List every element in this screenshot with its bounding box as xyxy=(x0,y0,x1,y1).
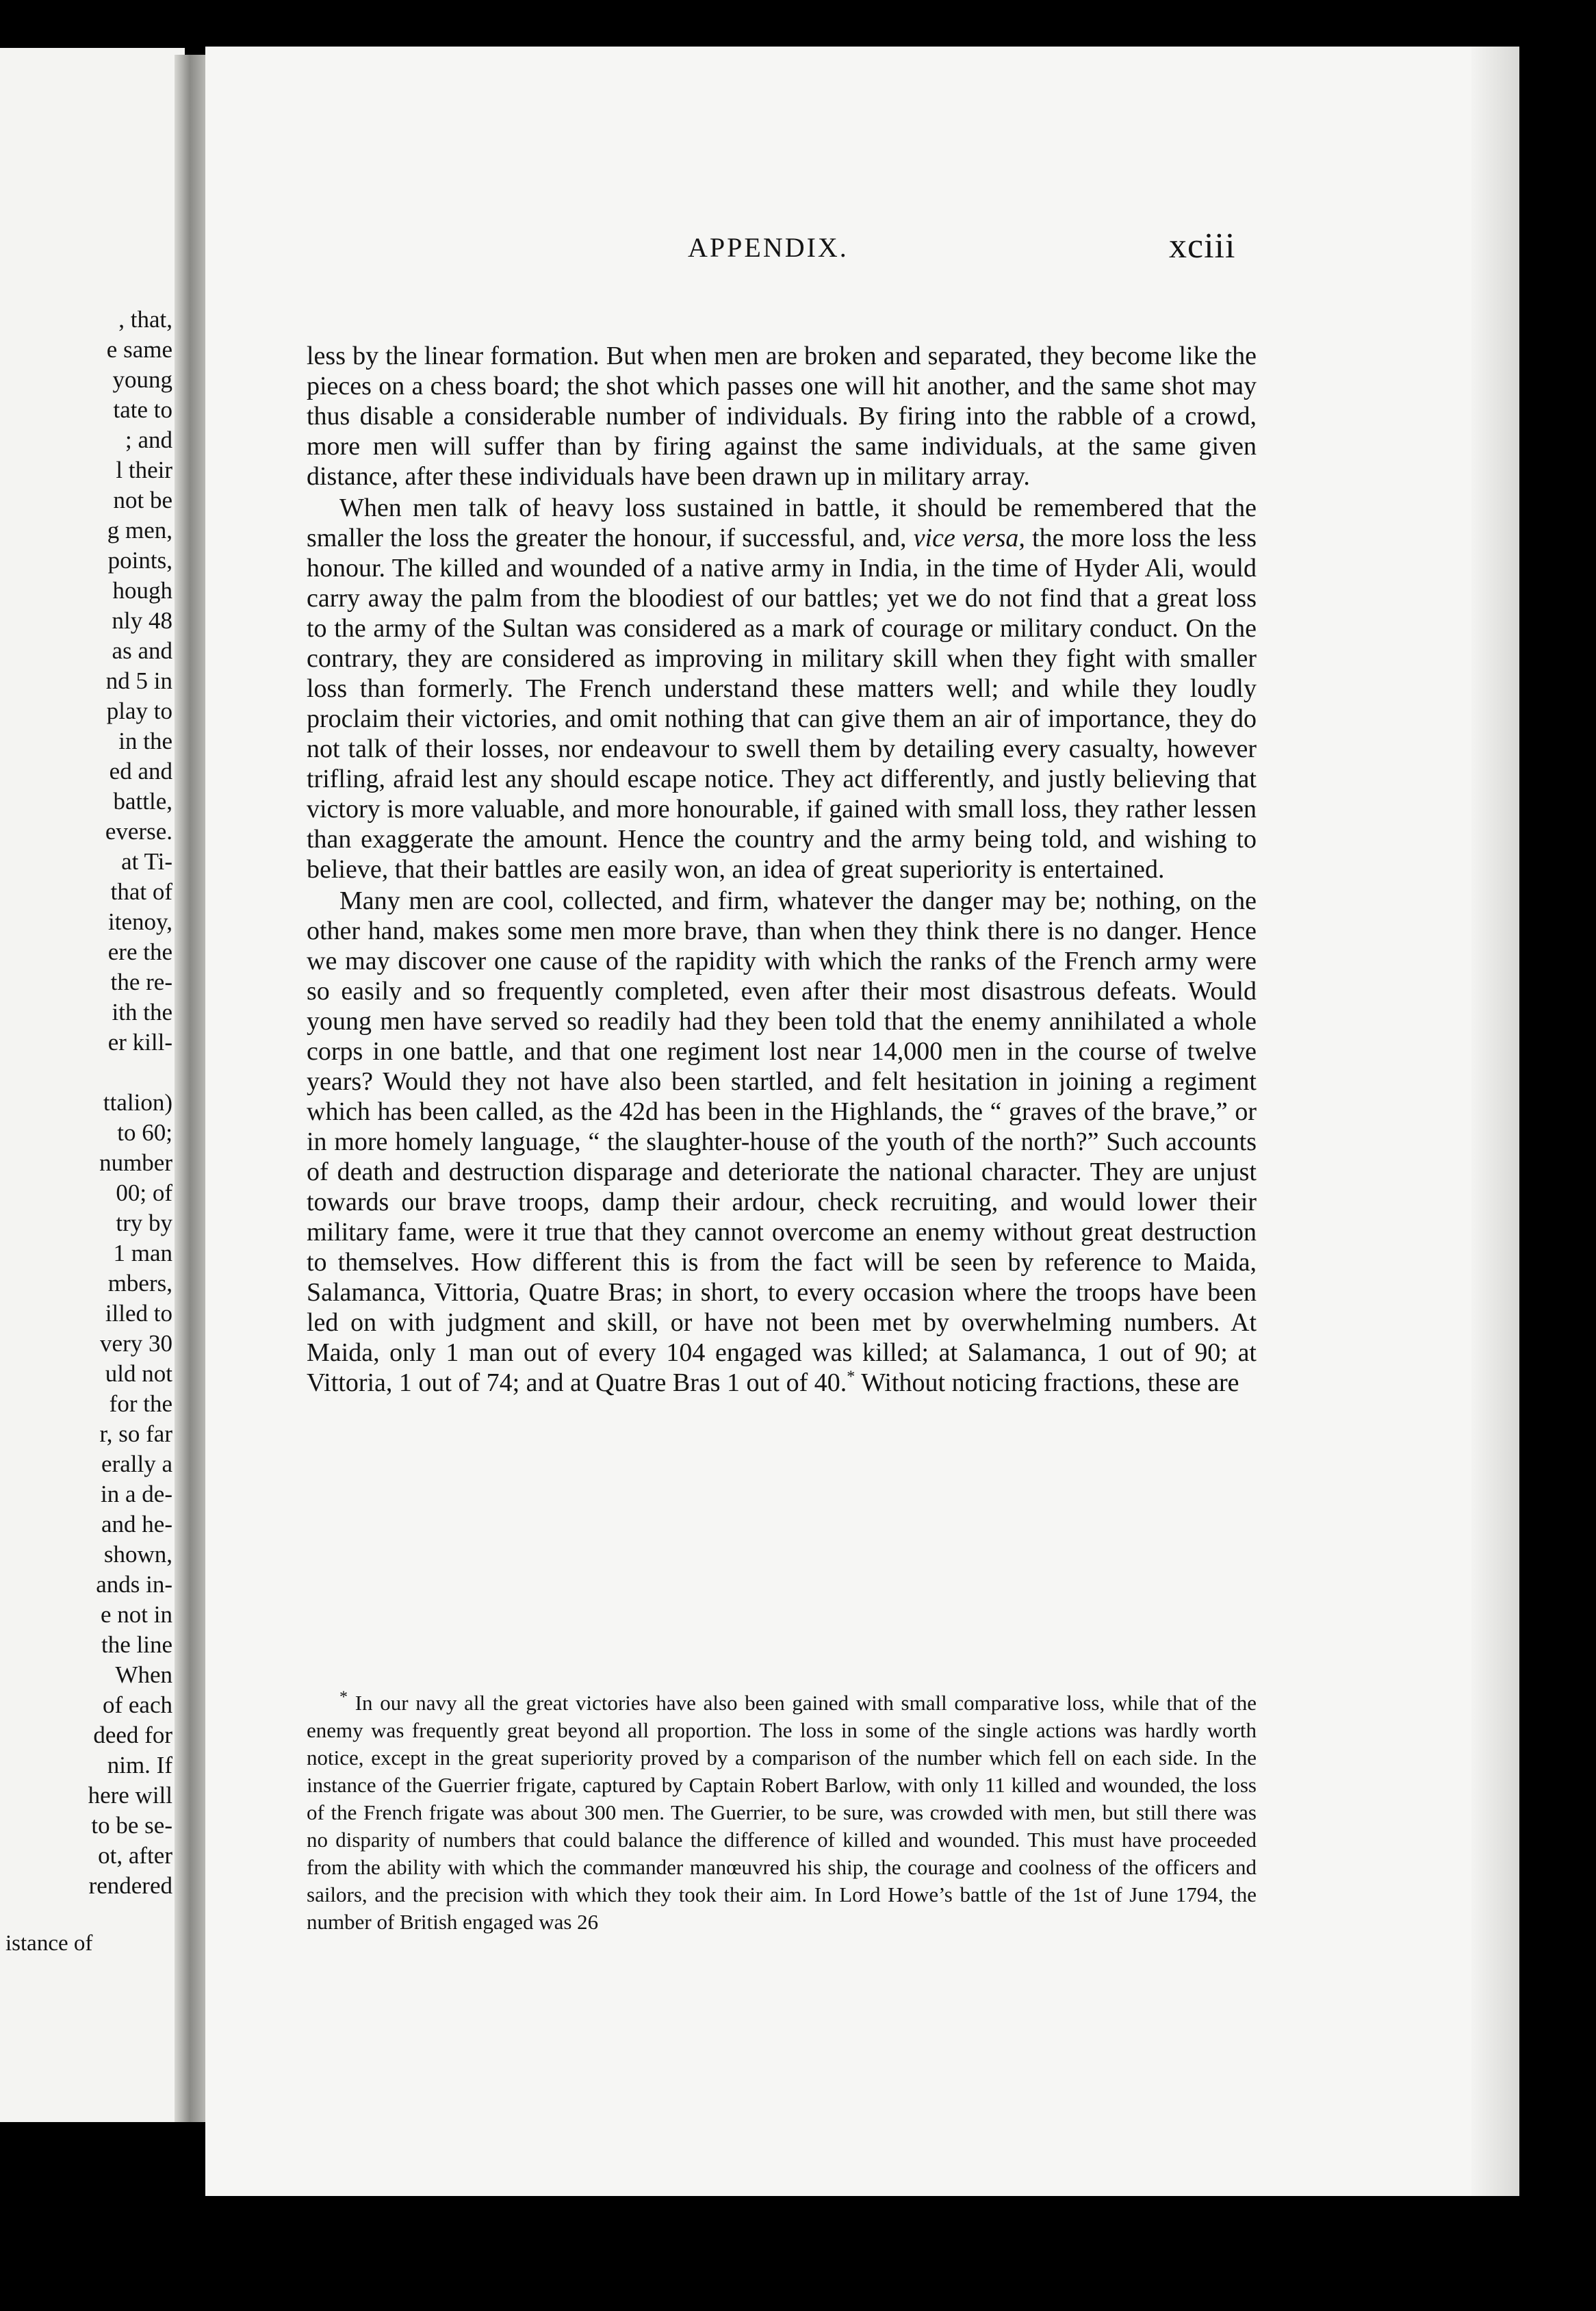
left-page-line: rendered xyxy=(88,1872,172,1899)
left-page-fragment xyxy=(0,48,185,2122)
left-page-line: play to xyxy=(106,698,172,724)
footnote-mark: * xyxy=(339,1688,348,1707)
running-title: APPENDIX. xyxy=(688,232,849,263)
left-page-line: itenoy, xyxy=(108,908,172,935)
left-page-line: to be se- xyxy=(91,1812,172,1839)
left-page-line: nim. If xyxy=(107,1752,172,1778)
left-page-line: for the xyxy=(109,1390,172,1417)
left-page-line: of each xyxy=(102,1691,172,1718)
left-page-line: number xyxy=(99,1149,172,1176)
left-page-line: the re- xyxy=(110,969,172,995)
footnote-text: In our navy all the great victories have also been gained with small comparative loss, while that of the enemy was frequently great beyond all proportion. The loss in some of the single actions was hardly worth notice, except in the great superiority proved by a comparison of the number which fell on each side. In the instance of the Guerrier frigate, captured by Captain Robert Barlow, with only 11 killed and wounded, the loss of the French frigate was about 300 men. The Guerrier, to be sure, was crowded with men, but still there was no disparity of numbers that could balance the difference of killed and wounded. This must have proceeded from the ability with which the commander manœuvred his ship, the courage and coolness of the officers and sailors, and the precision with which they took their aim. In Lord Howe’s battle of the 1st of June 1794, the number of British engaged was 26 xyxy=(307,1691,1257,1934)
left-page-line: deed for xyxy=(93,1722,172,1748)
body-text xyxy=(307,341,1257,1398)
left-page-line: everse. xyxy=(105,818,172,845)
left-page-line: nd 5 in xyxy=(105,667,172,694)
left-page-line: g men, xyxy=(107,517,172,544)
left-page-line: ; and xyxy=(125,426,172,453)
left-page-line: nly 48 xyxy=(112,607,172,634)
italic-phrase: vice versa, xyxy=(913,524,1025,552)
paragraph-3-text: Many men are cool, collected, and firm, whatever the danger may be; nothing, on the other hand, makes some men more brave, than when they think there is no danger. Hence we may discover one cause of the rapidity with which the ranks of the French army were so easily and so frequently completed, even after their most disastrous defeats. Would young men have served so readily had they been told that the enemy annihilated a whole corps in one battle, and that one regiment lost near 14,000 men in the course of twelve years? Would they not have also been startled, and felt hesitation in joining a regiment which has been called, as the 42d has been in the Highlands, the “ graves of the brave,” or in more homely language, “ the slaughter-house of the youth of the north?” Such accounts of death and destruction disparage and deteriorate the national character. They are unjust towards our brave troops, damp their ardour, check recruiting, and would lower their military fame, were it true that they cannot overcome an enemy without great destruction to themselves. How different this is from the fact will be seen by reference to Maida, Salamanca, Vittoria, Quatre Bras; in short, to every occasion where the troops have been led on with judgment and skill, or have not been met by overwhelming numbers. At Maida, only 1 man out of every 104 engaged was killed; at Salamanca, 1 out of 90; at Vittoria, 1 out of 74; and at Quatre Bras 1 out of 40. xyxy=(307,886,1257,1397)
footnote-reference: * xyxy=(847,1368,855,1386)
right-page xyxy=(205,47,1519,2196)
page-number: xciii xyxy=(1169,227,1236,266)
left-page-line: er kill- xyxy=(107,1029,172,1056)
left-page-line: that of xyxy=(110,878,172,905)
book-gutter-shadow xyxy=(175,55,205,2122)
left-page-line: shown, xyxy=(103,1541,172,1568)
left-page-line: try by xyxy=(116,1210,172,1236)
left-page-line: e same xyxy=(106,336,172,363)
paragraph-2-end: the more loss the less honour. The killed and wounded of a native army in India, in the time of Hyder Ali, would carry away the palm from the bloodiest of our battles; yet we do not find that a great loss to the army of the Sultan was considered as a mark of courage or military conduct. On the contrary, they are considered as improving in military skill when they fight with smaller loss than formerly. The French understand these matters well; and while they loudly proclaim their victories, and omit nothing that can give them an air of importance, they do not talk of their losses, nor endeavour to swell them by detailing every casualty, however trifling, afraid lest any should escape notice. They act differently, and justly believing that victory is more valuable, and more honourable, if gained with small loss, they rather lessen than exaggerate the amount. Hence the country and the army being told, and wishing to believe, that their battles are easily won, an idea of great superiority is entertained. xyxy=(307,524,1257,884)
left-page-line: to 60; xyxy=(117,1119,172,1146)
left-page-line: r, so far xyxy=(99,1420,172,1447)
left-page-text xyxy=(1,305,172,1958)
paragraph-3-end: Without noticing fractions, these are xyxy=(861,1368,1239,1397)
running-head xyxy=(205,226,1519,267)
paragraph-3 xyxy=(307,886,1257,1398)
left-page-line: points, xyxy=(107,547,172,574)
left-page-line: as and xyxy=(112,637,172,664)
left-page-line: battle, xyxy=(113,788,172,815)
left-page-line: tate to xyxy=(113,396,172,423)
left-page-line: in the xyxy=(118,728,172,754)
left-page-line: here will xyxy=(88,1782,172,1809)
left-page-line: When xyxy=(115,1661,172,1688)
paragraph-2-start: When men talk of heavy loss sustained in battle, it should be remembered that the smaller the loss the greater the honour, if successful, and, xyxy=(307,494,1257,552)
left-page-line: erally a xyxy=(101,1451,172,1477)
left-page-line: and he- xyxy=(101,1511,172,1537)
left-page-line: 1 man xyxy=(113,1240,172,1266)
left-page-line: mbers, xyxy=(107,1270,172,1297)
left-page-line: at Ti- xyxy=(121,848,172,875)
page-edge-shadow xyxy=(1471,47,1519,2196)
left-page-line: uld not xyxy=(105,1360,172,1387)
paragraph-2 xyxy=(307,493,1257,884)
left-page-line: very 30 xyxy=(100,1330,172,1357)
left-page-line: ands in- xyxy=(96,1571,172,1598)
left-page-line: ith the xyxy=(112,999,172,1025)
left-page-line: ed and xyxy=(109,758,172,784)
left-page-line: young xyxy=(112,366,172,393)
left-page-line: 00; of xyxy=(116,1179,172,1206)
left-page-line: ttalion) xyxy=(103,1089,172,1116)
left-page-line: the line xyxy=(101,1631,172,1658)
left-page-line: l their xyxy=(116,457,172,483)
footnote xyxy=(307,1689,1257,1936)
paragraph-1: less by the linear formation. But when men are broken and separated, they become like the pieces on a chess board; the shot which passes one will hit another, and the same shot may thus disable a considerable number of individuals. By firing into the rabble of a crowd, more men will suffer than by firing against the same individuals, at the same given distance, after these individuals have been drawn up in military array. xyxy=(307,342,1257,491)
left-page-line: , that, xyxy=(118,306,172,333)
left-page-last-line: istance of xyxy=(5,1931,93,1956)
left-page-line: illed to xyxy=(105,1300,172,1327)
left-page-line: in a de- xyxy=(101,1481,172,1507)
left-page-line: ot, after xyxy=(98,1842,172,1869)
left-page-line: hough xyxy=(112,577,172,604)
left-page-line: not be xyxy=(113,487,172,513)
left-page-line: e not in xyxy=(101,1601,172,1628)
left-page-line: ere the xyxy=(107,939,172,965)
